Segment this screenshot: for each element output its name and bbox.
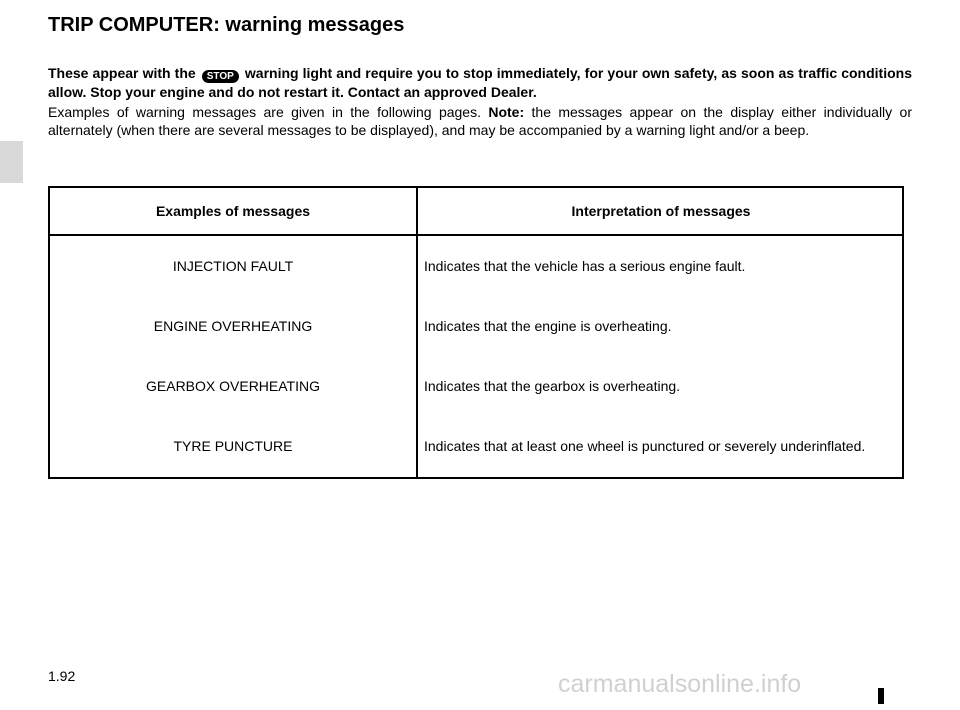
table-row [50, 416, 902, 476]
page-number: 1.92 [48, 668, 76, 684]
site-watermark: carmanualsonline.info [558, 670, 802, 698]
message-cell: ENGINE OVERHEATING [153, 318, 313, 334]
interpretation-cell: Indicates that the vehicle has a serious engine fault. [424, 258, 746, 274]
interpretation-cell: Indicates that at least one wheel is punctured or severely underinflated. [424, 438, 866, 454]
corner-marker [878, 688, 884, 704]
table-header-interpretation: Interpretation of messages [571, 203, 751, 219]
stop-warning-icon: STOP [202, 70, 239, 83]
examples-text-start: Examples of warning messages are given in the following pages. [48, 104, 489, 120]
examples-text-end: the messages appear on the display either individually or alternately (when there are several messages to be displayed), and may be accompanied by a warning light and/or a beep. [48, 104, 912, 138]
note-label: Note: [488, 104, 525, 120]
table-row [50, 236, 902, 296]
intro-text-end: warning light and require you to stop immediately, for your own safety, as soon as traffic conditions allow. Stop your engine and do not restart it. Contact an approved Dealer. [48, 65, 912, 100]
table-row [50, 356, 902, 416]
intro-text-start: These appear with the [48, 65, 200, 81]
examples-paragraph [48, 103, 912, 139]
warning-messages-table [48, 186, 904, 479]
message-cell: INJECTION FAULT [172, 258, 294, 274]
table-row [50, 296, 902, 356]
page-title: TRIP COMPUTER: warning messages [48, 14, 405, 36]
message-cell: GEARBOX OVERHEATING [146, 378, 320, 394]
table-header-messages: Examples of messages [155, 203, 311, 219]
interpretation-cell: Indicates that the engine is overheating. [424, 318, 672, 334]
intro-paragraph [48, 64, 912, 101]
message-cell: TYRE PUNCTURE [173, 438, 293, 454]
interpretation-cell: Indicates that the gearbox is overheating. [424, 378, 681, 394]
section-tab [0, 141, 23, 183]
